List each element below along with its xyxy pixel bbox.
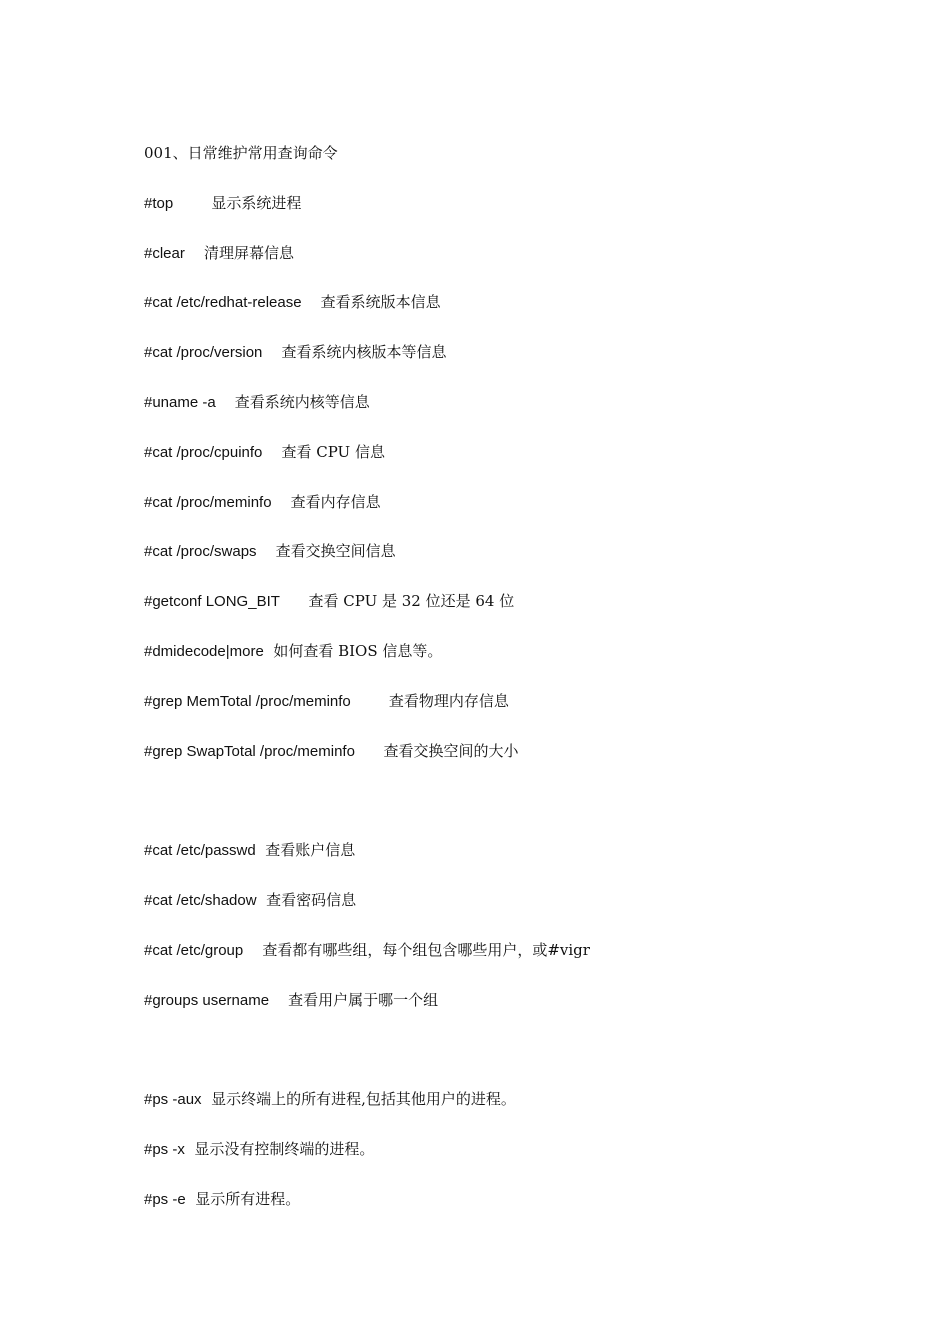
- command-text: #clear: [144, 244, 185, 262]
- command-text: #grep MemTotal /proc/meminfo: [144, 692, 351, 710]
- command-description: 查看内存信息: [290, 492, 381, 511]
- command-text: #cat /proc/cpuinfo: [144, 443, 263, 461]
- spacing: [186, 1190, 196, 1208]
- command-description: 查看都有哪些组，每个组包含哪些用户，或#vigr: [262, 940, 590, 959]
- command-line: [144, 240, 864, 290]
- command-text: #cat /proc/version: [144, 344, 263, 362]
- document-heading: [144, 140, 864, 190]
- command-line: [144, 837, 864, 887]
- command-description: 显示系统进程: [211, 193, 302, 212]
- command-text: #getconf LONG_BIT: [144, 593, 280, 611]
- spacing: [302, 293, 321, 311]
- command-text: #groups username: [144, 991, 270, 1009]
- spacing: [264, 642, 274, 660]
- command-description: 显示所有进程。: [195, 1189, 301, 1208]
- command-line: [144, 1186, 864, 1236]
- command-description: 如何查看 BIOS 信息等。: [273, 641, 443, 660]
- command-text: #ps -e: [144, 1190, 186, 1208]
- command-text: #cat /etc/redhat-release: [144, 294, 302, 312]
- command-line: [144, 887, 864, 937]
- spacing: [216, 393, 235, 411]
- spacing: [256, 841, 266, 859]
- command-text: #dmidecode|more: [144, 642, 264, 660]
- command-text: #top: [144, 194, 174, 212]
- spacing: [185, 1140, 195, 1158]
- command-description: 查看交换空间的大小: [383, 741, 519, 760]
- command-line: [144, 538, 864, 588]
- command-text: #cat /etc/passwd: [144, 842, 256, 860]
- command-description: 查看系统内核版本等信息: [281, 343, 447, 362]
- command-line: [144, 389, 864, 439]
- command-line: [144, 489, 864, 539]
- command-text: #uname -a: [144, 393, 216, 411]
- document-body: [144, 140, 864, 1236]
- command-line: [144, 937, 864, 987]
- spacing: [257, 542, 276, 560]
- heading-text: 001、日常维护常用查询命令: [144, 144, 338, 162]
- blank-line: [144, 787, 864, 837]
- spacing: [269, 991, 288, 1009]
- command-line: [144, 738, 864, 788]
- command-line: [144, 638, 864, 688]
- command-line: [144, 987, 864, 1037]
- command-description: 查看密码信息: [266, 890, 357, 909]
- blank-line: [144, 1036, 864, 1086]
- spacing: [280, 592, 309, 610]
- command-list: [144, 190, 864, 1236]
- command-description: 显示没有控制终端的进程。: [194, 1139, 375, 1158]
- command-description: 查看 CPU 是 32 位还是 64 位: [308, 592, 515, 611]
- command-text: #cat /proc/meminfo: [144, 493, 272, 511]
- spacing: [257, 891, 267, 909]
- command-description: 查看账户信息: [265, 841, 356, 860]
- spacing: [355, 742, 384, 760]
- command-text: #grep SwapTotal /proc/meminfo: [144, 742, 355, 760]
- command-line: [144, 190, 864, 240]
- spacing: [243, 941, 262, 959]
- command-description: 查看物理内存信息: [388, 691, 509, 710]
- spacing: [202, 1090, 212, 1108]
- command-description: 显示终端上的所有进程,包括其他用户的进程。: [211, 1090, 516, 1109]
- command-description: 查看 CPU 信息: [281, 442, 385, 461]
- command-line: [144, 588, 864, 638]
- command-text: #ps -aux: [144, 1091, 202, 1109]
- spacing: [173, 194, 211, 212]
- command-text: #cat /etc/shadow: [144, 891, 257, 909]
- command-description: 查看交换空间信息: [275, 542, 396, 561]
- spacing: [262, 443, 281, 461]
- command-description: 查看用户属于哪一个组: [288, 990, 439, 1009]
- spacing: [185, 244, 204, 262]
- command-text: #cat /proc/swaps: [144, 543, 257, 561]
- command-line: [144, 439, 864, 489]
- command-line: [144, 339, 864, 389]
- command-line: [144, 289, 864, 339]
- spacing: [262, 343, 281, 361]
- command-text: #cat /etc/group: [144, 941, 244, 959]
- command-line: [144, 1086, 864, 1136]
- command-line: [144, 688, 864, 738]
- spacing: [272, 493, 291, 511]
- command-description: 清理屏幕信息: [203, 243, 294, 262]
- spacing: [351, 692, 389, 710]
- command-line: [144, 1136, 864, 1186]
- command-description: 查看系统版本信息: [320, 293, 441, 312]
- command-text: #ps -x: [144, 1140, 185, 1158]
- command-description: 查看系统内核等信息: [234, 392, 370, 411]
